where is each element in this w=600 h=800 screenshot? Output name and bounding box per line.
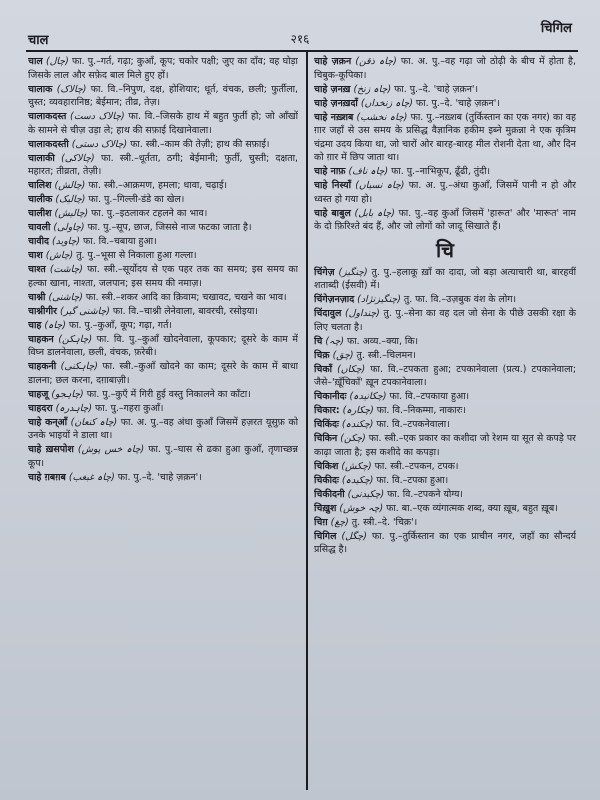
entry-definition: फा. वि.–चबाया हुआ।	[83, 236, 157, 247]
entry-urdu-form: (چاشت)	[49, 264, 83, 275]
entry-urdu-form: (چنگیزنژاد)	[357, 294, 401, 305]
entry-headword: चाहे निस्याँ	[314, 180, 351, 191]
entry-urdu-form: (چنگیز)	[338, 266, 368, 278]
entry-urdu-form: (چاہکن)	[58, 333, 93, 345]
entry-definition: फा. वि.–निपुण, दक्ष, होशियार; धूर्त, वंचक, छली; फुर्तीला, चुस्त; व्यवहारानिष्ठ; बेईमान; तीव्र, तेज़।	[28, 83, 298, 108]
dictionary-entry	[314, 179, 576, 206]
entry-urdu-form: (چکانیدہ)	[349, 391, 387, 402]
entry-definition: फा. पु.–कुआँ, कूप; गढ़ा, गर्त।	[68, 319, 172, 331]
entry-urdu-form: (چکاں)	[337, 363, 366, 375]
dictionary-entry	[314, 165, 576, 179]
entry-headword: चालाकी	[28, 152, 55, 164]
dictionary-entry	[28, 249, 298, 263]
entry-urdu-form: (چاہدرہ)	[55, 402, 93, 414]
dictionary-entry	[314, 111, 576, 165]
dictionary-entry	[28, 193, 298, 207]
dictionary-entry	[28, 221, 298, 235]
entry-definition: फा. स्त्री.–टपकन, टपक।	[374, 460, 459, 472]
entry-headword: चालाकदस्ती	[28, 138, 69, 150]
entry-definition: फा. वि. पु.–कुआँ खोदनेवाला, कूपकार; दूसरे के काम में विघ्न डालनेवाला, छली, वंचक, फ़रेबी।	[28, 333, 298, 358]
dictionary-entry	[314, 307, 576, 334]
entry-headword: चिकिंदः	[314, 419, 339, 430]
entry-definition: फा. स्त्री.–धूर्तता, ठगी; बेईमानी; फुर्ती, चुस्ती; दक्षता, महारत; तीव्रता, तेज़ी।	[28, 152, 298, 177]
entry-urdu-form: (چق)	[332, 349, 354, 361]
entry-headword: चाश	[28, 250, 43, 261]
dictionary-entry	[314, 363, 576, 390]
entry-headword: चाहे ख़सपोश	[28, 444, 74, 455]
entry-urdu-form: (چالاک)	[56, 83, 87, 95]
entry-urdu-form: (چاولی)	[53, 222, 85, 233]
dictionary-entry	[28, 360, 298, 387]
dictionary-entry	[314, 502, 576, 516]
entry-headword: चालाकदस्त	[28, 111, 67, 122]
entry-urdu-form: (چاہکنی)	[60, 361, 98, 372]
entry-definition: फा. पु.–इठलाकर टहलने का भाव।	[91, 208, 208, 219]
entry-definition: तु. स्त्री.–दे. 'चिक़'।	[351, 516, 418, 528]
entry-urdu-form: (چہ خوش)	[339, 502, 384, 514]
entry-definition: तु. फा. वि.–उज़बुक वंश के लोग।	[403, 294, 517, 305]
dictionary-entry	[28, 152, 298, 179]
entry-definition: फा. पु.–नख़्शब (तुर्किस्तान का एक नगर) का वह ग़ार जहाँ से उस समय के प्रसिद्ध वैज्ञानिक हकीम इब्ने मुक़न्ना ने एक कृत्रिम चंद्रमा उदय किया था, जो चारों ओर बारह-बारह मील रोशनी देता था, और दिन को ग़ार में छिप जाता था।	[314, 111, 576, 163]
entry-headword: चिकिश	[314, 460, 339, 472]
dictionary-entry	[314, 97, 576, 111]
entry-definition: तु. पु.–भूसा से निकाला हुआ गल्ला।	[76, 250, 197, 261]
entry-urdu-form: (چاہ نخشب)	[356, 111, 408, 123]
entry-definition: तु. पु.–हलाकू ख़ाँ का दादा, जो बड़ा अत्याचारी था, बारहवीं शताब्दी (ईसवी) में।	[314, 266, 576, 291]
entry-headword: चाहदरा	[28, 402, 53, 414]
entry-definition: फा. पु.–वह कुआँ जिसमें 'हारूत' और 'मारूत' नाम के दो फ़िरिश्ते बंद हैं, और जो लोगों को जादू सिखाते हैं।	[314, 207, 576, 232]
dictionary-entry	[314, 432, 576, 459]
dictionary-entry	[314, 460, 576, 474]
column-divider	[306, 52, 308, 790]
entry-definition: फा. पु.–तुर्किस्तान का एक प्राचीन नगर, जहाँ का सौन्दर्य प्रसिद्ध है।	[314, 530, 576, 555]
dictionary-entry	[28, 110, 298, 137]
right-column	[314, 55, 576, 790]
dictionary-entry	[314, 516, 576, 530]
dictionary-entry	[314, 293, 576, 307]
entry-definition: फा. पु.–घास से ढका हुआ कुआँ, तृणाच्छन्न कूप।	[28, 444, 298, 469]
entry-headword: चाहे बाबुल	[314, 207, 351, 219]
entry-definition: फा. पु.–दे. 'चाहे ज़क़न'।	[117, 471, 202, 483]
entry-urdu-form: (چغ)	[330, 516, 349, 528]
entry-headword: चिंगेज़	[314, 266, 335, 278]
entry-urdu-form: (چکارہ)	[342, 405, 374, 416]
dictionary-entry	[28, 55, 298, 82]
entry-urdu-form: (چاہجو)	[51, 388, 84, 400]
entry-headword: चाहजू	[28, 388, 49, 400]
entry-definition: फा. वि.–चाश्नी लेनेवाला, बावरची, रसोइया।	[112, 305, 258, 317]
dictionary-entry	[28, 319, 298, 333]
entry-urdu-form: (چاہ زنخداں)	[360, 97, 413, 109]
entry-definition: फा. वि.–टपकने योग्य।	[387, 488, 463, 500]
entry-headword: चाश्त	[28, 264, 46, 275]
dictionary-entry	[28, 333, 298, 360]
entry-urdu-form: (چاوید)	[52, 236, 81, 247]
entry-headword: चि	[314, 335, 323, 347]
entry-headword: चिकाँ	[314, 363, 333, 375]
entry-definition: फा. स्त्री.–कुआँ खोदने का काम; दूसरे के काम में बाधा डालना; छल करना, दग़ाबाज़ी।	[28, 361, 298, 386]
entry-urdu-form: (چہ)	[325, 335, 345, 347]
entry-headword: चिकिन	[314, 433, 338, 444]
entry-urdu-form: (چاہ زنخ)	[353, 83, 392, 95]
entry-headword: चाहे कन्आँ	[28, 416, 68, 428]
entry-urdu-form: (چاہ بابل)	[354, 207, 395, 219]
page-number: २१६	[290, 32, 310, 46]
entry-definition: फा. स्त्री.–सूर्योदय से एक पहर तक का समय; इस समय का हल्का खाना, नाश्ता, जलपान; इस समय की नमाज़।	[28, 264, 298, 289]
entry-urdu-form: (چالیش)	[54, 208, 89, 219]
entry-headword: चिकीदनी	[314, 488, 345, 500]
dictionary-entry	[28, 443, 298, 470]
entry-definition: फा. पु.–सूप, छाज, जिससे नाज फटका जाता है।	[87, 222, 252, 233]
entry-urdu-form: (چکن)	[340, 433, 366, 444]
dictionary-entry	[314, 418, 576, 432]
entry-urdu-form: (چکیدنی)	[347, 488, 385, 500]
dictionary-entry	[28, 471, 298, 485]
entry-definition: फा. अ. पु.–वह अंधा कुआँ जिसमें हज़रत यूसुफ़ को उनके भाइयों ने डाला था।	[28, 416, 298, 441]
dictionary-entry	[28, 388, 298, 402]
entry-definition: फा. वि.–टपकता हुआ; टपकानेवाला (प्रत्य.) टपकानेवाला; जैसे–'ख़ूँचिकाँ' ख़ून टपकानेवाला।	[314, 363, 576, 388]
dictionary-entry	[314, 488, 576, 502]
entry-headword: चाहे नख़्शब	[314, 111, 354, 123]
dictionary-entry	[314, 335, 576, 349]
dictionary-entry	[314, 83, 576, 97]
entry-urdu-form: (چاہ خس پوش)	[77, 444, 145, 455]
entry-headword: चावीद	[28, 236, 50, 247]
entry-urdu-form: (چگل)	[341, 530, 367, 542]
entry-urdu-form: (چاشنی)	[48, 291, 83, 303]
entry-headword: चाहकनी	[28, 361, 57, 372]
entry-definition: फा. पु.–कुएँ में गिरी हुई वस्तु निकालने का काँटा।	[86, 388, 251, 400]
entry-urdu-form: (چاہ)	[44, 319, 66, 331]
entry-urdu-form: (چاہ نسیاں)	[355, 180, 405, 191]
header-right-guideword: चिगिल	[540, 21, 572, 36]
header-rule	[26, 50, 578, 52]
entry-headword: चावली	[28, 222, 51, 233]
dictionary-entry	[314, 474, 576, 488]
entry-urdu-form: (چالاک دستی)	[71, 138, 128, 150]
entry-urdu-form: (چاہ غبغب)	[68, 471, 115, 483]
entry-definition: फा. अ. पु.–अंधा कुआँ, जिसमें पानी न हो और ध्वस्त हो गया हो।	[314, 180, 576, 205]
entry-headword: चिकार:	[314, 405, 340, 416]
dictionary-entry	[314, 390, 576, 404]
entry-urdu-form: (چاشنی گیر)	[59, 305, 110, 317]
entry-definition: फा. पु.–गर्त, गढ़ा; कुआँ, कूप; चकोर पक्षी; जुए का दाँव; वह घोड़ा जिसके लाल और सफ़ेद बाल मिले हुए हों।	[28, 56, 298, 81]
entry-definition: फा. पु.–दे. 'चाहे ज़क़न'।	[415, 97, 500, 109]
entry-headword: चाहे ज़नख़दाँ	[314, 97, 358, 109]
dictionary-entry	[28, 179, 298, 193]
entry-urdu-form: (چاش)	[45, 250, 74, 261]
entry-definition: फा. स्त्री.–काम की तेज़ी; हाथ की सफ़ाई।	[130, 138, 270, 150]
entry-headword: चिख़ुश	[314, 502, 337, 514]
entry-headword: चाहे ग़बग़ब	[28, 471, 66, 483]
dictionary-entry	[314, 349, 576, 363]
left-column	[28, 55, 298, 790]
entry-urdu-form: (چکندہ)	[341, 419, 374, 430]
entry-definition: फा. स्त्री.–आक्रमण, हमला; धावा, चढ़ाई।	[88, 180, 228, 191]
dictionary-entry	[28, 305, 298, 319]
entry-urdu-form: (چاہ ذقن)	[355, 56, 397, 67]
entry-urdu-form: (چنداول)	[345, 308, 380, 319]
entry-definition: फा. बा.–एक व्यंगात्मक शब्द, क्या ख़ूब, बहुत ख़ूब।	[386, 502, 558, 514]
entry-urdu-form: (چاہ کنعان)	[70, 416, 118, 428]
entry-headword: चाहकन	[28, 333, 54, 345]
dictionary-entry	[28, 83, 298, 110]
entry-definition: फा. स्त्री.–शकर आदि का क़िवाम; चखावट, चखने का भाव।	[85, 291, 287, 303]
entry-definition: तु. पु.–सेना का वह दल जो सेना के पीछे उसकी रक्षा के लिए चलता है।	[314, 308, 576, 333]
entry-definition: फा. वि.–टपकनेवाला।	[376, 419, 450, 430]
entry-headword: चाश्नी	[28, 291, 46, 303]
entry-definition: फा. वि.–टपकाया हुआ।	[389, 391, 470, 402]
entry-urdu-form: (چالیک)	[55, 194, 86, 205]
entry-headword: चाह	[28, 319, 42, 331]
page-header	[0, 0, 600, 48]
entry-urdu-form: (چالاکی)	[61, 152, 95, 164]
entry-headword: चाहे ज़नख़	[314, 83, 351, 95]
entry-urdu-form: (چال)	[45, 56, 69, 67]
entry-definition: फा. अ. पु.–वह गढ़ा जो ठोढ़ी के बीच में होता है, चिबुक-कूपिका।	[314, 56, 576, 81]
entry-headword: चिग़	[314, 516, 328, 528]
entry-urdu-form: (چکیدہ)	[341, 474, 374, 486]
entry-urdu-form: (چکش)	[341, 460, 372, 472]
entry-headword: चिकीदः	[314, 474, 339, 486]
entry-headword: चाल	[28, 56, 43, 67]
entry-headword: चालीक	[28, 194, 53, 205]
entry-definition: तु. स्त्री.–चिलमन।	[356, 349, 416, 361]
entry-definition: फा. पु.–गहरा कुआँ।	[95, 402, 164, 414]
dictionary-entry	[28, 138, 298, 152]
entry-headword: चिंगेज़नज़ाद	[314, 294, 355, 305]
entry-definition: फा. स्त्री.–एक प्रकार का कशीदा जो रेशम या सूत से कपड़े पर काढ़ा जाता है; इस कशीदे का कपड़ा।	[314, 433, 576, 458]
dictionary-entry	[314, 404, 576, 418]
entry-headword: चाहे नाफ़	[314, 166, 346, 177]
entry-headword: चाहे ज़क़न	[314, 56, 352, 67]
entry-definition: फा. अव्य.–क्या, कि।	[347, 335, 419, 347]
dictionary-entry	[28, 263, 298, 290]
entry-headword: चालिश	[28, 180, 52, 191]
entry-urdu-form: (چالاک دست)	[70, 111, 125, 122]
entry-headword: चिगिल	[314, 530, 337, 542]
dictionary-entry	[28, 291, 298, 305]
dictionary-entry	[314, 266, 576, 293]
dictionary-entry	[314, 55, 576, 82]
entry-definition: फा. पु.–गिल्ली-डंडे का खेल।	[88, 194, 185, 205]
dictionary-entry	[28, 235, 298, 249]
entry-headword: चालाक	[28, 83, 53, 95]
entry-definition: फा. वि.–निकम्मा, नाकारः।	[376, 405, 466, 416]
entry-headword: चालीश	[28, 208, 52, 219]
entry-urdu-form: (چالش)	[54, 180, 86, 191]
entry-definition: फा. पु.–नाभिकूप, ढूँढी, तुंदी।	[391, 166, 491, 177]
dictionary-entry	[28, 402, 298, 416]
entry-definition: फा. वि.–टपका हुआ।	[376, 474, 449, 486]
entry-urdu-form: (چاہ ناف)	[348, 166, 389, 177]
header-left-guideword: चाल	[28, 33, 49, 48]
entry-headword: चिक़	[314, 349, 330, 361]
dictionary-entry	[28, 207, 298, 221]
dictionary-entry	[314, 530, 576, 557]
section-letter-heading: चि	[436, 237, 454, 262]
dictionary-entry	[28, 416, 298, 443]
entry-definition: फा. पु.–दे. 'चाहे ज़क़न'।	[394, 83, 479, 95]
entry-definition: फा. वि.–जिसके हाथ में बहुत फुर्ती हो; जो आँखों के सामने से चीज़ उड़ा ले; हाथ की सफ़ाई दिखानेवाला।	[28, 111, 298, 136]
entry-headword: चिंदावुल	[314, 308, 342, 319]
dictionary-entry	[314, 207, 576, 234]
entry-headword: चाश्नीगीर	[28, 305, 57, 317]
entry-headword: चिकानीदः	[314, 391, 347, 402]
